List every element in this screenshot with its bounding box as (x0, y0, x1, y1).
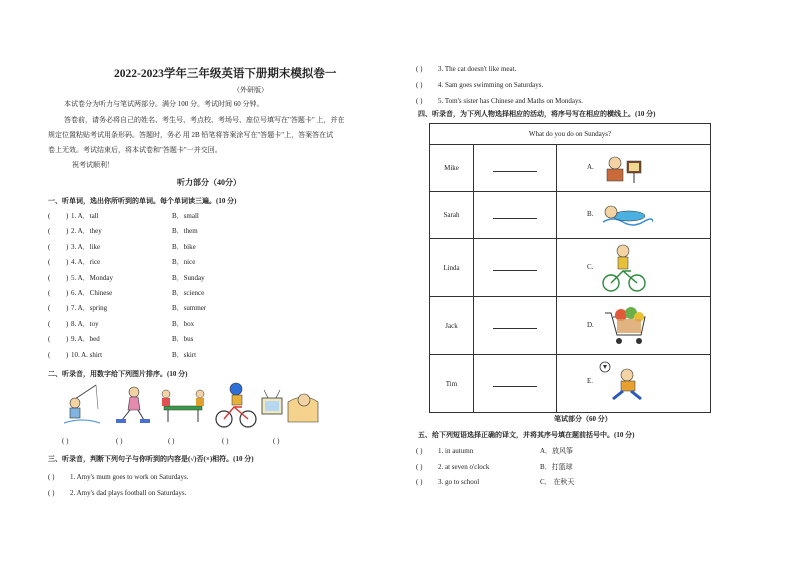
option-a: 8. A．toy (71, 319, 99, 328)
answer-paren-close: ) (66, 319, 69, 328)
judgement-paren[interactable]: ( ) (416, 65, 423, 73)
option-letter-a: A. (587, 163, 594, 171)
option-letter-e: E. (587, 377, 594, 385)
translation-paren[interactable]: ( ) (416, 447, 423, 455)
picture-order-blank[interactable]: ( ) (168, 437, 175, 445)
table-header: What do you do on Sundays? (430, 124, 711, 145)
judgement-sentence: 5. Tom's sister has Chinese and Maths on Mondays. (438, 97, 583, 105)
judgement-item-row (416, 65, 716, 75)
translation-item-row (416, 447, 716, 457)
row-name-linda: Linda (430, 239, 474, 297)
watching-tv-picture (260, 382, 322, 428)
section2-title: 二、听录音，用数字给下列图片排序。(10 分) (48, 370, 188, 378)
section5-title: 五、给下列短语选择正确的译文，并将其序号填在题前括号中。(10 分) (418, 431, 635, 439)
answer-paren-close: ) (66, 350, 69, 359)
swimming-picture (601, 200, 653, 230)
answer-paren-open[interactable]: ( (48, 350, 51, 359)
option-a: 1. A．tall (71, 212, 99, 220)
listening-item-row (48, 320, 298, 330)
option-a: 2. A．they (71, 227, 102, 236)
phrase-text: 1. in autumn (438, 447, 474, 455)
table-row (430, 355, 711, 413)
translation-option: C． 在秋天 (540, 478, 575, 486)
shopping-cart-picture (601, 303, 649, 347)
option-letter-b: B. (587, 210, 594, 218)
answer-paren-close: ) (66, 212, 69, 220)
answer-blank-1[interactable] (493, 163, 537, 172)
answer-paren-open[interactable]: ( (48, 289, 51, 297)
boy-football-picture (597, 359, 647, 407)
answer-paren-open[interactable]: ( (48, 273, 51, 282)
option-a: 7. A．spring (71, 304, 108, 313)
option-letter-d: D. (587, 321, 594, 329)
exam-title: 2022-2023学年三年级英语下册期末模拟卷一 (114, 68, 337, 80)
answer-blank-3[interactable] (493, 262, 537, 271)
judgement-paren[interactable]: ( ) (48, 489, 55, 497)
table-row (430, 145, 711, 192)
table-row (430, 239, 711, 297)
instruction-line-3: 规定位置粘贴考试用条形码。答题时，务必 用 2B 铅笔将答案涂写在"答题卡"上，答案答在试 (48, 131, 334, 139)
answer-paren-open[interactable]: ( (48, 242, 51, 251)
answer-blank-5[interactable] (493, 378, 537, 387)
phrase-text: 3. go to school (438, 478, 480, 486)
listening-item-row (48, 304, 298, 314)
girl-cycling-picture (601, 243, 647, 293)
listening-item-row (48, 227, 298, 237)
table-row (430, 192, 711, 239)
listening-heading: 听力部分（40分） (177, 178, 241, 187)
answer-paren-close: ) (66, 289, 69, 297)
option-b: B．bus (172, 335, 194, 344)
row-name-mike: Mike (430, 145, 474, 192)
option-a: 6. A．Chinese (71, 289, 113, 297)
listening-item-row (48, 289, 298, 299)
answer-paren-close: ) (66, 335, 69, 344)
judgement-sentence: 1. Amy's mum goes to work on Saturdays. (70, 473, 189, 481)
answer-paren-open[interactable]: ( (48, 227, 51, 236)
option-a: 3. A．like (71, 242, 101, 251)
option-b: B．skirt (172, 350, 197, 359)
translation-paren[interactable]: ( ) (416, 478, 423, 486)
instruction-line-2: 答卷前，请务必将自己的姓名、考生号、考点校、考场号、座位号填写在"答题卡" 上，并在 (64, 116, 345, 124)
picture-order-blank[interactable]: ( ) (116, 437, 123, 445)
listening-item-row (48, 335, 298, 345)
translation-option: A．放风筝 (540, 447, 574, 455)
option-b: B．bike (172, 242, 196, 251)
answer-paren-open[interactable]: ( (48, 319, 51, 328)
good-luck-text: 祝考试顺利！ (72, 161, 114, 169)
judgement-item-row (48, 473, 348, 483)
option-b: B．summer (172, 304, 207, 313)
row-name-jack: Jack (430, 297, 474, 355)
translation-option: B．打篮球 (540, 462, 573, 471)
option-b: B．science (172, 289, 205, 297)
table-row (430, 297, 711, 355)
judgement-item-row (48, 489, 348, 499)
answer-blank-4[interactable] (493, 320, 537, 329)
reading-boy-picture (601, 149, 647, 187)
judgement-sentence: 2. Amy's dad plays football on Saturdays. (70, 489, 187, 497)
option-a: 9. A．bed (71, 335, 100, 344)
listening-item-row (48, 351, 298, 361)
sundays-table (429, 123, 711, 413)
answer-paren-close: ) (66, 273, 69, 282)
section4-title: 四、听录音，为下列人物选择相应的活动，将序号写在相应的横线上。(10 分) (418, 110, 656, 118)
answer-paren-open[interactable]: ( (48, 335, 51, 344)
answer-paren-close: ) (66, 258, 69, 267)
option-a: 5. A．Monday (71, 273, 113, 282)
picture-order-blank[interactable]: ( ) (273, 437, 280, 445)
boy-fishing-picture (62, 383, 102, 429)
picture-order-blank[interactable]: ( ) (62, 437, 69, 445)
judgement-sentence: 3. The cat doesn't like meat. (438, 65, 517, 73)
instruction-line-4: 卷上无效。考试结束后，将本试卷和"答题卡"一并交回。 (48, 146, 222, 154)
option-b: B．box (172, 319, 195, 328)
answer-paren-close: ) (66, 242, 69, 251)
picture-order-blank[interactable]: ( ) (222, 437, 229, 445)
answer-blank-2[interactable] (493, 210, 537, 219)
section3-title: 三、听录音，判断下列句子与你听到的内容是(√)否(×)相符。(10 分) (48, 455, 254, 463)
answer-paren-open[interactable]: ( (48, 212, 51, 220)
section1-title: 一、听单词，选出你所听到的单词。每个单词读三遍。(10 分) (48, 197, 237, 205)
option-b: B．Sunday (172, 273, 205, 282)
option-b: B．nice (172, 258, 196, 267)
judgement-paren[interactable]: ( ) (48, 473, 55, 481)
row-name-sarah: Sarah (430, 192, 474, 239)
listening-item-row (48, 243, 298, 253)
girl-skating-picture (110, 384, 154, 426)
answer-paren-open[interactable]: ( (48, 304, 51, 313)
option-b: B．them (172, 227, 198, 236)
phrase-text: 2. at seven o'clock (438, 462, 490, 471)
answer-paren-close: ) (66, 227, 69, 236)
translation-item-row (416, 463, 716, 473)
judgement-paren[interactable]: ( ) (416, 97, 423, 105)
instruction-line-1: 本试卷分为听力与笔试两部分。满分 100 分。考试时间 60 分钟。 (64, 100, 264, 108)
listening-item-row (48, 212, 298, 222)
row-name-tim: Tim (430, 355, 474, 413)
judgement-paren[interactable]: ( ) (416, 81, 423, 89)
boy-cycling-picture (214, 381, 258, 429)
listening-item-row (48, 258, 298, 268)
answer-paren-open[interactable]: ( (48, 258, 51, 267)
writing-heading: 笔试部分（60 分） (554, 415, 612, 423)
translation-paren[interactable]: ( ) (416, 462, 423, 471)
translation-item-row (416, 478, 716, 488)
answer-paren-close: ) (66, 304, 69, 313)
option-a: 4. A．rice (71, 258, 101, 267)
option-letter-c: C. (587, 263, 594, 271)
judgement-item-row (416, 97, 716, 107)
option-a: 10. A. shirt (71, 350, 103, 359)
edition-label: （外研版） (233, 86, 268, 94)
judgement-sentence: 4. Sam goes swimming on Saturdays. (438, 81, 544, 89)
judgement-item-row (416, 81, 716, 91)
listening-item-row (48, 274, 298, 284)
option-b: B．small (172, 212, 199, 220)
ping-pong-picture (158, 384, 208, 426)
